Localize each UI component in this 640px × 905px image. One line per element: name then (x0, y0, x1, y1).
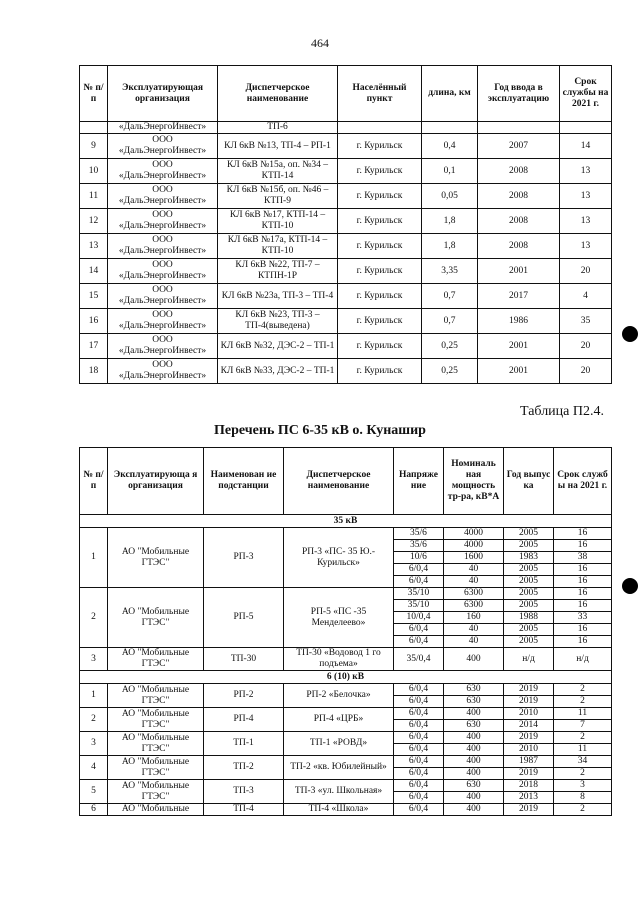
row-number: 2 (80, 708, 108, 732)
table-cell: 9 (80, 134, 108, 159)
table-row (80, 209, 612, 234)
column-header: Диспетчерское наименование (284, 448, 394, 515)
table-heading: Перечень ПС 6-35 кВ о. Кунашир (214, 423, 426, 438)
table-power-lines (79, 65, 612, 384)
table-cell: 2019 (504, 696, 554, 708)
dispatch-name: РП-4 «ЦРБ» (284, 708, 394, 732)
table-cell: 0,05 (422, 184, 478, 209)
column-header: Номиналь ная мощность тр-ра, кВ*А (444, 448, 504, 515)
table-cell: КЛ 6кВ №22, ТП-7 – КТПН-1Р (218, 259, 338, 284)
table-cell: 2008 (478, 184, 560, 209)
operator-name: АО "Мобильные ГТЭС" (108, 708, 204, 732)
table-cell: 11 (554, 744, 612, 756)
section-row (80, 671, 612, 684)
table-cell: 35/10 (394, 600, 444, 612)
table-cell: 630 (444, 780, 504, 792)
table-row (80, 122, 612, 134)
section-row (80, 515, 612, 528)
table-cell: г. Курильск (338, 334, 422, 359)
table-cell: г. Курильск (338, 184, 422, 209)
table-row (80, 732, 612, 744)
table-cell: 13 (560, 234, 612, 259)
table-cell: 11 (80, 184, 108, 209)
dispatch-name: РП-3 «ПС- 35 Ю.-Курильск» (284, 528, 394, 588)
table-cell: 13 (560, 184, 612, 209)
table-cell: 16 (554, 588, 612, 600)
table-cell: 35/6 (394, 528, 444, 540)
table-cell: ООО «ДальЭнергоИнвест» (108, 334, 218, 359)
substation-name: РП-5 (204, 588, 284, 648)
table-cell: 33 (554, 612, 612, 624)
table-cell: КЛ 6кВ №33, ДЭС-2 – ТП-1 (218, 359, 338, 384)
table-cell: 17 (80, 334, 108, 359)
table-cell: 2005 (504, 540, 554, 552)
table-substations (79, 447, 612, 816)
row-number: 3 (80, 732, 108, 756)
table-cell (560, 122, 612, 134)
table-row (80, 259, 612, 284)
table-cell: КЛ 6кВ №17, КТП-14 – КТП-10 (218, 209, 338, 234)
substation-name: ТП-4 (204, 804, 284, 816)
table-cell: 6/0,4 (394, 684, 444, 696)
section-label: 35 кВ (80, 515, 612, 528)
table-cell: 16 (554, 636, 612, 648)
table-cell: н/д (504, 648, 554, 671)
table-cell: 16 (554, 528, 612, 540)
table-cell: 35/0,4 (394, 648, 444, 671)
substation-name: РП-4 (204, 708, 284, 732)
column-header: № п/ п (80, 448, 108, 515)
table-cell: 40 (444, 624, 504, 636)
table-cell: 4000 (444, 528, 504, 540)
table-cell: 2019 (504, 684, 554, 696)
table-row (80, 234, 612, 259)
table-cell: 6/0,4 (394, 792, 444, 804)
table-header-row (80, 448, 612, 515)
column-header: Эксплуатирующа я организация (108, 448, 204, 515)
column-header: Год ввода в эксплуатацию (478, 66, 560, 122)
table-cell: 8 (554, 792, 612, 804)
table-cell: 1,8 (422, 234, 478, 259)
table-cell: 6300 (444, 588, 504, 600)
row-number: 1 (80, 528, 108, 588)
column-header: длина, км (422, 66, 478, 122)
dispatch-name: ТП-3 «ул. Школьная» (284, 780, 394, 804)
table-cell: 6300 (444, 600, 504, 612)
column-header: Диспетчерское наименование (218, 66, 338, 122)
column-header: Срок службы на 2021 г. (560, 66, 612, 122)
table-cell: 1,8 (422, 209, 478, 234)
operator-name: АО "Мобильные ГТЭС" (108, 648, 204, 671)
operator-name: АО "Мобильные ГТЭС" (108, 528, 204, 588)
table-cell: 2019 (504, 768, 554, 780)
operator-name: АО "Мобильные ГТЭС" (108, 684, 204, 708)
table-cell: 1986 (478, 309, 560, 334)
table-cell: 2001 (478, 259, 560, 284)
table-cell: 40 (444, 564, 504, 576)
table-cell: 0,4 (422, 134, 478, 159)
table-cell: 400 (444, 768, 504, 780)
table-caption: Таблица П2.4. (520, 404, 604, 419)
row-number: 4 (80, 756, 108, 780)
table-cell: 6/0,4 (394, 804, 444, 816)
table-cell: 2019 (504, 804, 554, 816)
table-cell: 2 (554, 696, 612, 708)
table-cell: 6/0,4 (394, 732, 444, 744)
table-cell: 2005 (504, 600, 554, 612)
table-cell: ООО «ДальЭнергоИнвест» (108, 209, 218, 234)
table-cell: КЛ 6кВ №15б, оп. №46 – КТП-9 (218, 184, 338, 209)
substation-name: РП-3 (204, 528, 284, 588)
table-cell: 400 (444, 708, 504, 720)
punch-hole-mark (622, 326, 638, 342)
table-cell: «ДальЭнергоИнвест» (108, 122, 218, 134)
table-cell: 2001 (478, 359, 560, 384)
table-cell: 6/0,4 (394, 744, 444, 756)
table-cell: 1600 (444, 552, 504, 564)
table-cell: 20 (560, 259, 612, 284)
table-cell: 400 (444, 804, 504, 816)
row-number: 2 (80, 588, 108, 648)
table-cell: 20 (560, 334, 612, 359)
table-cell: 400 (444, 744, 504, 756)
table-cell: 38 (554, 552, 612, 564)
table-cell: 630 (444, 696, 504, 708)
table-cell: г. Курильск (338, 209, 422, 234)
table-cell: 6/0,4 (394, 780, 444, 792)
table-row (80, 184, 612, 209)
table-cell: 2005 (504, 576, 554, 588)
table-cell: 35 (560, 309, 612, 334)
table-cell: ООО «ДальЭнергоИнвест» (108, 159, 218, 184)
table-cell: ООО «ДальЭнергоИнвест» (108, 284, 218, 309)
table-cell: 13 (80, 234, 108, 259)
table-cell: 7 (554, 720, 612, 732)
table-cell: 0,7 (422, 309, 478, 334)
table-cell: 6/0,4 (394, 564, 444, 576)
table-cell: г. Курильск (338, 259, 422, 284)
table-cell: 18 (80, 359, 108, 384)
table-cell: ООО «ДальЭнергоИнвест» (108, 234, 218, 259)
row-number: 3 (80, 648, 108, 671)
table-header-row (80, 66, 612, 122)
table-cell: 2005 (504, 564, 554, 576)
operator-name: АО "Мобильные ГТЭС" (108, 732, 204, 756)
row-number: 5 (80, 780, 108, 804)
table-cell: 16 (554, 576, 612, 588)
table-cell: 630 (444, 720, 504, 732)
table-cell: 12 (80, 209, 108, 234)
dispatch-name: ТП-30 «Водовод 1 го подъема» (284, 648, 394, 671)
table-cell: 40 (444, 576, 504, 588)
table-cell: 35/10 (394, 588, 444, 600)
table-cell: 1988 (504, 612, 554, 624)
table-cell: ТП-6 (218, 122, 338, 134)
table-cell: г. Курильск (338, 284, 422, 309)
row-number: 1 (80, 684, 108, 708)
table-cell: 40 (444, 636, 504, 648)
table-row (80, 309, 612, 334)
row-number: 6 (80, 804, 108, 816)
table-cell: 15 (80, 284, 108, 309)
table-cell: 1987 (504, 756, 554, 768)
table-cell: 160 (444, 612, 504, 624)
table-cell: 16 (554, 564, 612, 576)
table-cell: 10 (80, 159, 108, 184)
operator-name: АО "Мобильные (108, 804, 204, 816)
table-cell: 14 (80, 259, 108, 284)
column-header: Срок служб ы на 2021 г. (554, 448, 612, 515)
table-cell: ООО «ДальЭнергоИнвест» (108, 359, 218, 384)
table-cell: 16 (80, 309, 108, 334)
table-cell: 13 (560, 159, 612, 184)
table-cell (338, 122, 422, 134)
table-cell: 3 (554, 780, 612, 792)
table-cell: 6/0,4 (394, 624, 444, 636)
table-cell: 0,25 (422, 359, 478, 384)
substation-name: ТП-2 (204, 756, 284, 780)
table-row (80, 588, 612, 600)
column-header: № п/п (80, 66, 108, 122)
table-cell: 6/0,4 (394, 636, 444, 648)
table-row (80, 528, 612, 540)
table-cell: 4 (560, 284, 612, 309)
dispatch-name: ТП-1 «РОВД» (284, 732, 394, 756)
table-cell: ООО «ДальЭнергоИнвест» (108, 184, 218, 209)
table-cell: 0,7 (422, 284, 478, 309)
table-cell: 2005 (504, 636, 554, 648)
table-cell: ООО «ДальЭнергоИнвест» (108, 259, 218, 284)
table-cell: 0,25 (422, 334, 478, 359)
table-cell: 0,1 (422, 159, 478, 184)
table-cell: 6/0,4 (394, 576, 444, 588)
table-row (80, 804, 612, 816)
table-cell: 630 (444, 684, 504, 696)
table-cell: 2005 (504, 528, 554, 540)
table-cell: 16 (554, 624, 612, 636)
table-cell: 2018 (504, 780, 554, 792)
page-number: 464 (311, 36, 329, 50)
column-header: Населённый пункт (338, 66, 422, 122)
table-cell: 2017 (478, 284, 560, 309)
table-cell: н/д (554, 648, 612, 671)
table-cell (80, 122, 108, 134)
table-cell: 400 (444, 732, 504, 744)
table-cell: 2014 (504, 720, 554, 732)
table-cell (422, 122, 478, 134)
table-row (80, 284, 612, 309)
table-row (80, 648, 612, 671)
operator-name: АО "Мобильные ГТЭС" (108, 756, 204, 780)
table-cell: 2008 (478, 234, 560, 259)
table-cell: 10/0,4 (394, 612, 444, 624)
table-cell: 2010 (504, 744, 554, 756)
substation-name: РП-2 (204, 684, 284, 708)
table-cell: г. Курильск (338, 234, 422, 259)
table-cell: 6/0,4 (394, 768, 444, 780)
table-row (80, 708, 612, 720)
table-cell: 4000 (444, 540, 504, 552)
table-cell: КЛ 6кВ №23а, ТП-3 – ТП-4 (218, 284, 338, 309)
dispatch-name: ТП-2 «кв. Юбилейный» (284, 756, 394, 780)
table-cell: г. Курильск (338, 309, 422, 334)
table-cell: 2 (554, 768, 612, 780)
table-cell: г. Курильск (338, 134, 422, 159)
table-cell: 35/6 (394, 540, 444, 552)
table-cell: 6/0,4 (394, 756, 444, 768)
table-cell: 16 (554, 540, 612, 552)
table-row (80, 134, 612, 159)
table-cell: 14 (560, 134, 612, 159)
table-cell: г. Курильск (338, 159, 422, 184)
operator-name: АО "Мобильные ГТЭС" (108, 780, 204, 804)
table-cell: 2008 (478, 159, 560, 184)
table-cell: КЛ 6кВ №32, ДЭС-2 – ТП-1 (218, 334, 338, 359)
table-cell: 2001 (478, 334, 560, 359)
table-cell: 2005 (504, 624, 554, 636)
table-cell: 400 (444, 648, 504, 671)
table-cell: 16 (554, 600, 612, 612)
table-cell: 6/0,4 (394, 720, 444, 732)
table-cell: 2008 (478, 209, 560, 234)
table-cell: 6/0,4 (394, 696, 444, 708)
table-row (80, 780, 612, 792)
table-cell: 1983 (504, 552, 554, 564)
table-cell: 11 (554, 708, 612, 720)
punch-hole-mark (622, 578, 638, 594)
table-cell: КЛ 6кВ №23, ТП-3 – ТП-4(выведена) (218, 309, 338, 334)
table-row (80, 334, 612, 359)
table-cell: КЛ 6кВ №17а, КТП-14 – КТП-10 (218, 234, 338, 259)
table-cell: 10/6 (394, 552, 444, 564)
dispatch-name: ТП-4 «Школа» (284, 804, 394, 816)
table-cell: г. Курильск (338, 359, 422, 384)
table-cell: 6/0,4 (394, 708, 444, 720)
column-header: Эксплуатирующая организация (108, 66, 218, 122)
table-cell: ООО «ДальЭнергоИнвест» (108, 134, 218, 159)
table-cell: 2019 (504, 732, 554, 744)
table-cell: КЛ 6кВ №15а, оп. №34 – КТП-14 (218, 159, 338, 184)
table-row (80, 684, 612, 696)
table-row (80, 756, 612, 768)
table-cell: 34 (554, 756, 612, 768)
table-cell: 2 (554, 804, 612, 816)
table-cell: 2013 (504, 792, 554, 804)
section-label: 6 (10) кВ (80, 671, 612, 684)
table-cell: КЛ 6кВ №13, ТП-4 – РП-1 (218, 134, 338, 159)
table-cell: 400 (444, 756, 504, 768)
table-cell: 2 (554, 732, 612, 744)
table-cell: 400 (444, 792, 504, 804)
table-cell (478, 122, 560, 134)
substation-name: ТП-3 (204, 780, 284, 804)
substation-name: ТП-1 (204, 732, 284, 756)
table-cell: 2007 (478, 134, 560, 159)
column-header: Год выпус ка (504, 448, 554, 515)
table-cell: 2 (554, 684, 612, 696)
table-cell: 3,35 (422, 259, 478, 284)
column-header: Наименован ие подстанции (204, 448, 284, 515)
operator-name: АО "Мобильные ГТЭС" (108, 588, 204, 648)
column-header: Напряже ние (394, 448, 444, 515)
table-cell: ООО «ДальЭнергоИнвест» (108, 309, 218, 334)
table-cell: 20 (560, 359, 612, 384)
table-cell: 2005 (504, 588, 554, 600)
substation-name: ТП-30 (204, 648, 284, 671)
table-cell: 2010 (504, 708, 554, 720)
table-row (80, 359, 612, 384)
dispatch-name: РП-5 «ПС -35 Менделеево» (284, 588, 394, 648)
dispatch-name: РП-2 «Белочка» (284, 684, 394, 708)
table-row (80, 159, 612, 184)
table-cell: 13 (560, 209, 612, 234)
